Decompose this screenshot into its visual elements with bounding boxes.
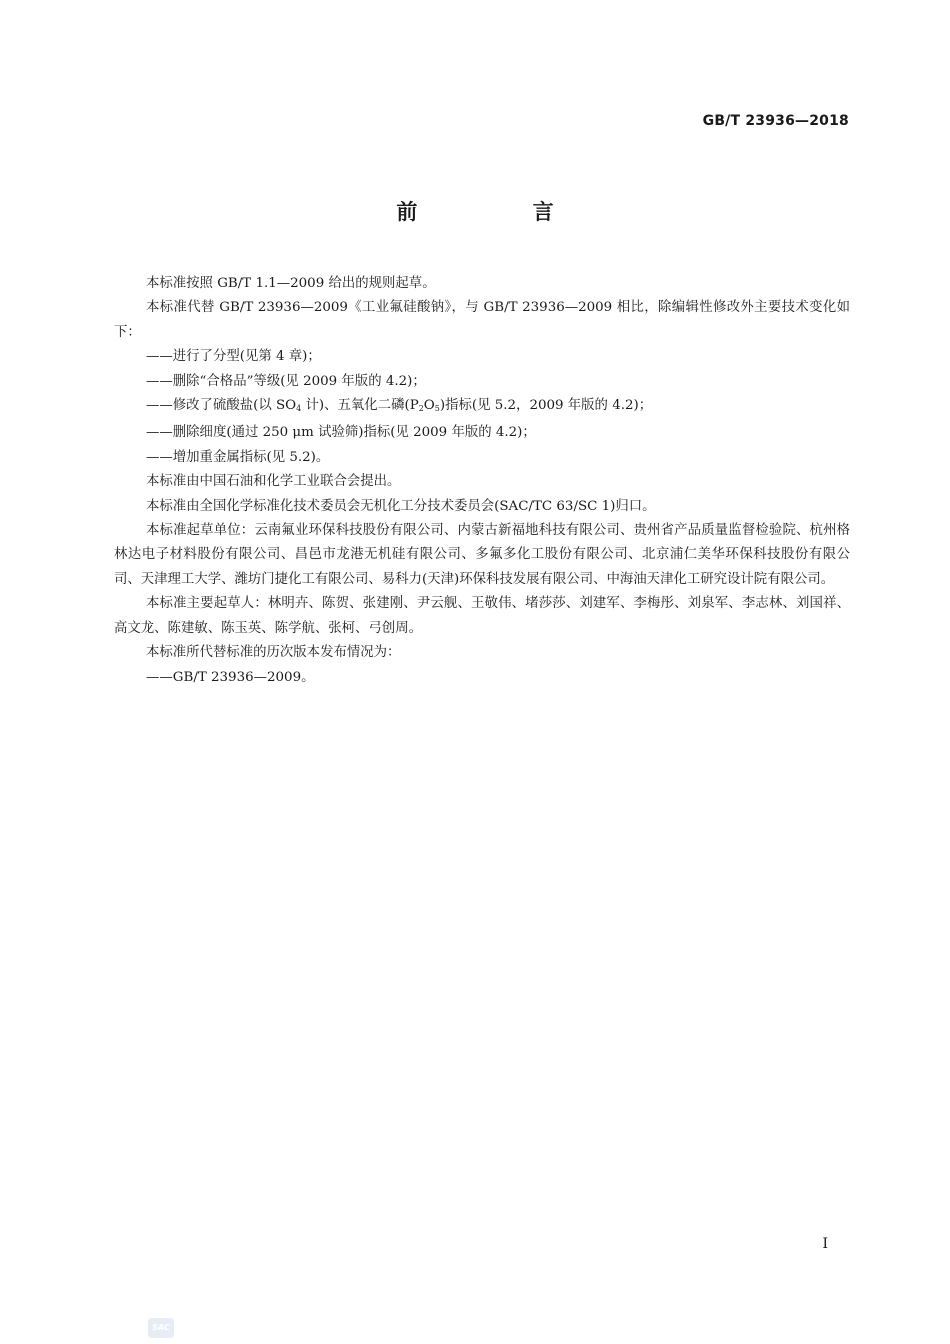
paragraph-drafting-units: 本标准起草单位：云南氟业环保科技股份有限公司、内蒙古新福地科技有限公司、贵州省产品质量监督检验院、杭州格林达电子材料股份有限公司、昌邑市龙港无机硅有限公司、多氟多化工股份有限公司、北京浦仁美华环保科技股份有限公司、天津理工大学、潍坊门捷化工有限公司、易科力(天津)环保科技发展有限公司、中海油天津化工研究设计院有限公司。 [114, 523, 850, 587]
subscript: 2 [418, 404, 424, 414]
list-item: ——进行了分型(见第 4 章)； [146, 349, 321, 365]
page-number: I [822, 1236, 828, 1252]
subscript: 5 [434, 404, 440, 414]
standard-code: GB/T 23936—2018 [702, 113, 849, 129]
paragraph-drafters: 本标准主要起草人：林明卉、陈贺、张建刚、尹云舰、王敬伟、堵莎莎、刘建军、李梅彤、刘泉军、李志林、刘国祥、高文龙、陈建敏、陈玉英、陈学航、张柯、弓创周。 [114, 596, 850, 636]
list-item: ——删除细度(通过 250 μm 试验筛)指标(见 2009 年版的 4.2)； [146, 425, 536, 441]
text-segment: 计)、五氧化二磷(P [301, 398, 419, 414]
document-body [114, 272, 850, 690]
text-segment: )指标(见 5.2，2009 年版的 4.2)； [439, 398, 653, 414]
list-item: ——删除“合格品”等级(见 2009 年版的 4.2)； [146, 373, 426, 389]
paragraph: 本标准代替 GB/T 23936—2009《工业氟硅酸钠》，与 GB/T 23936—2009 相比，除编辑性修改外主要技术变化如下： [114, 300, 850, 340]
list-item-modified-indicators [114, 394, 850, 421]
list-item: ——增加重金属指标(见 5.2)。 [146, 449, 330, 465]
paragraph: 本标准按照 GB/T 1.1—2009 给出的规则起草。 [146, 276, 436, 291]
sac-logo-watermark: SAC [148, 1318, 174, 1338]
paragraph: 本标准由中国石油和化学工业联合会提出。 [146, 474, 401, 490]
list-item: ——GB/T 23936—2009。 [146, 669, 315, 685]
subscript: 4 [296, 404, 302, 414]
paragraph: 本标准所代替标准的历次版本发布情况为： [146, 645, 401, 661]
page-title: 前 言 [396, 200, 608, 224]
text-segment: ——修改了硫酸盐(以 SO [146, 398, 297, 414]
text-segment: O [423, 398, 435, 414]
paragraph: 本标准由全国化学标准化技术委员会无机化工分技术委员会(SAC/TC 63/SC 1)归口。 [146, 498, 656, 514]
